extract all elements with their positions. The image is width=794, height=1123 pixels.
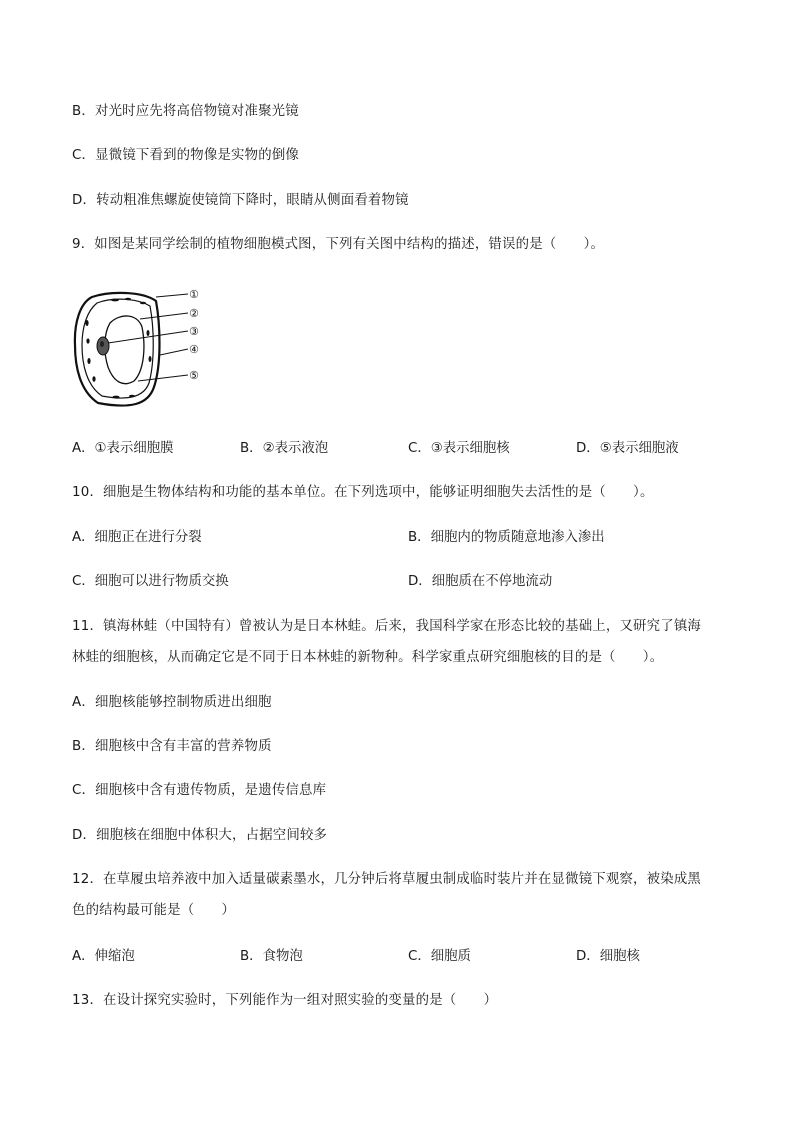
q11-option-c: C．细胞核中含有遗传物质，是遗传信息库 — [72, 783, 327, 798]
q12-stem-line-1: 12．在草履虫培养液中加入适量碳素墨水，几分钟后将草履虫制成临时装片并在显微镜下观察，被染成黑 — [72, 872, 702, 887]
q11-option-d: D．细胞核在细胞中体积大，占据空间较多 — [72, 828, 328, 843]
q13-stem: 13．在设计探究实验时，下列能作为一组对照实验的变量的是（ ） — [72, 993, 498, 1008]
q12-option-a: A．伸缩泡 — [72, 949, 135, 964]
cell-wall — [75, 293, 160, 406]
q11-option-b: B．细胞核中含有丰富的营养物质 — [72, 739, 272, 754]
figure-label-2: ② — [189, 307, 199, 320]
q9-option-b: B．②表示液泡 — [240, 441, 329, 456]
q8-option-d: D．转动粗准焦螺旋使镜筒下降时，眼睛从侧面看着物镜 — [72, 193, 409, 208]
figure-label-3: ③ — [189, 325, 199, 338]
figure-label-1: ① — [189, 288, 199, 301]
q10-stem: 10．细胞是生物体结构和功能的基本单位。在下列选项中，能够证明细胞失去活性的是（ ）。 — [72, 485, 654, 500]
q12-option-c: C．细胞质 — [408, 949, 471, 964]
cell-membrane — [82, 299, 153, 398]
q11-option-a: A．细胞核能够控制物质进出细胞 — [72, 695, 272, 710]
q12-option-b: B．食物泡 — [240, 949, 303, 964]
q10-option-a: A．细胞正在进行分裂 — [72, 530, 202, 545]
q11-stem-line-2: 林蛙的细胞核，从而确定它是不同于日本林蛙的新物种。科学家重点研究细胞核的目的是（ ）。 — [72, 650, 664, 665]
q8-option-c: C．显微镜下看到的物像是实物的倒像 — [72, 148, 299, 163]
q11-stem-line-1: 11．镇海林蛙（中国特有）曾被认为是日本林蛙。后来，我国科学家在形态比较的基础上，又研究了镇海 — [72, 619, 702, 634]
q9-option-d: D．⑤表示细胞液 — [576, 441, 679, 456]
q9-option-c: C．③表示细胞核 — [408, 441, 510, 456]
q9-option-a: A．①表示细胞膜 — [72, 441, 174, 456]
chloroplasts — [85, 298, 151, 399]
q10-option-c: C．细胞可以进行物质交换 — [72, 574, 229, 589]
q9-stem: 9．如图是某同学绘制的植物细胞模式图，下列有关图中结构的描述，错误的是（ ）。 — [72, 237, 605, 252]
q10-option-b: B．细胞内的物质随意地渗入渗出 — [408, 530, 605, 545]
plant-cell-diagram — [70, 283, 220, 415]
figure-label-5: ⑤ — [189, 369, 199, 382]
q8-option-b: B．对光时应先将高倍物镜对准聚光镜 — [72, 104, 299, 119]
vacuole — [105, 316, 144, 384]
q10-option-d: D．细胞质在不停地流动 — [408, 574, 553, 589]
figure-label-4: ④ — [189, 343, 199, 356]
q12-option-d: D．细胞核 — [576, 949, 640, 964]
q12-stem-line-2: 色的结构最可能是（ ） — [72, 903, 236, 918]
